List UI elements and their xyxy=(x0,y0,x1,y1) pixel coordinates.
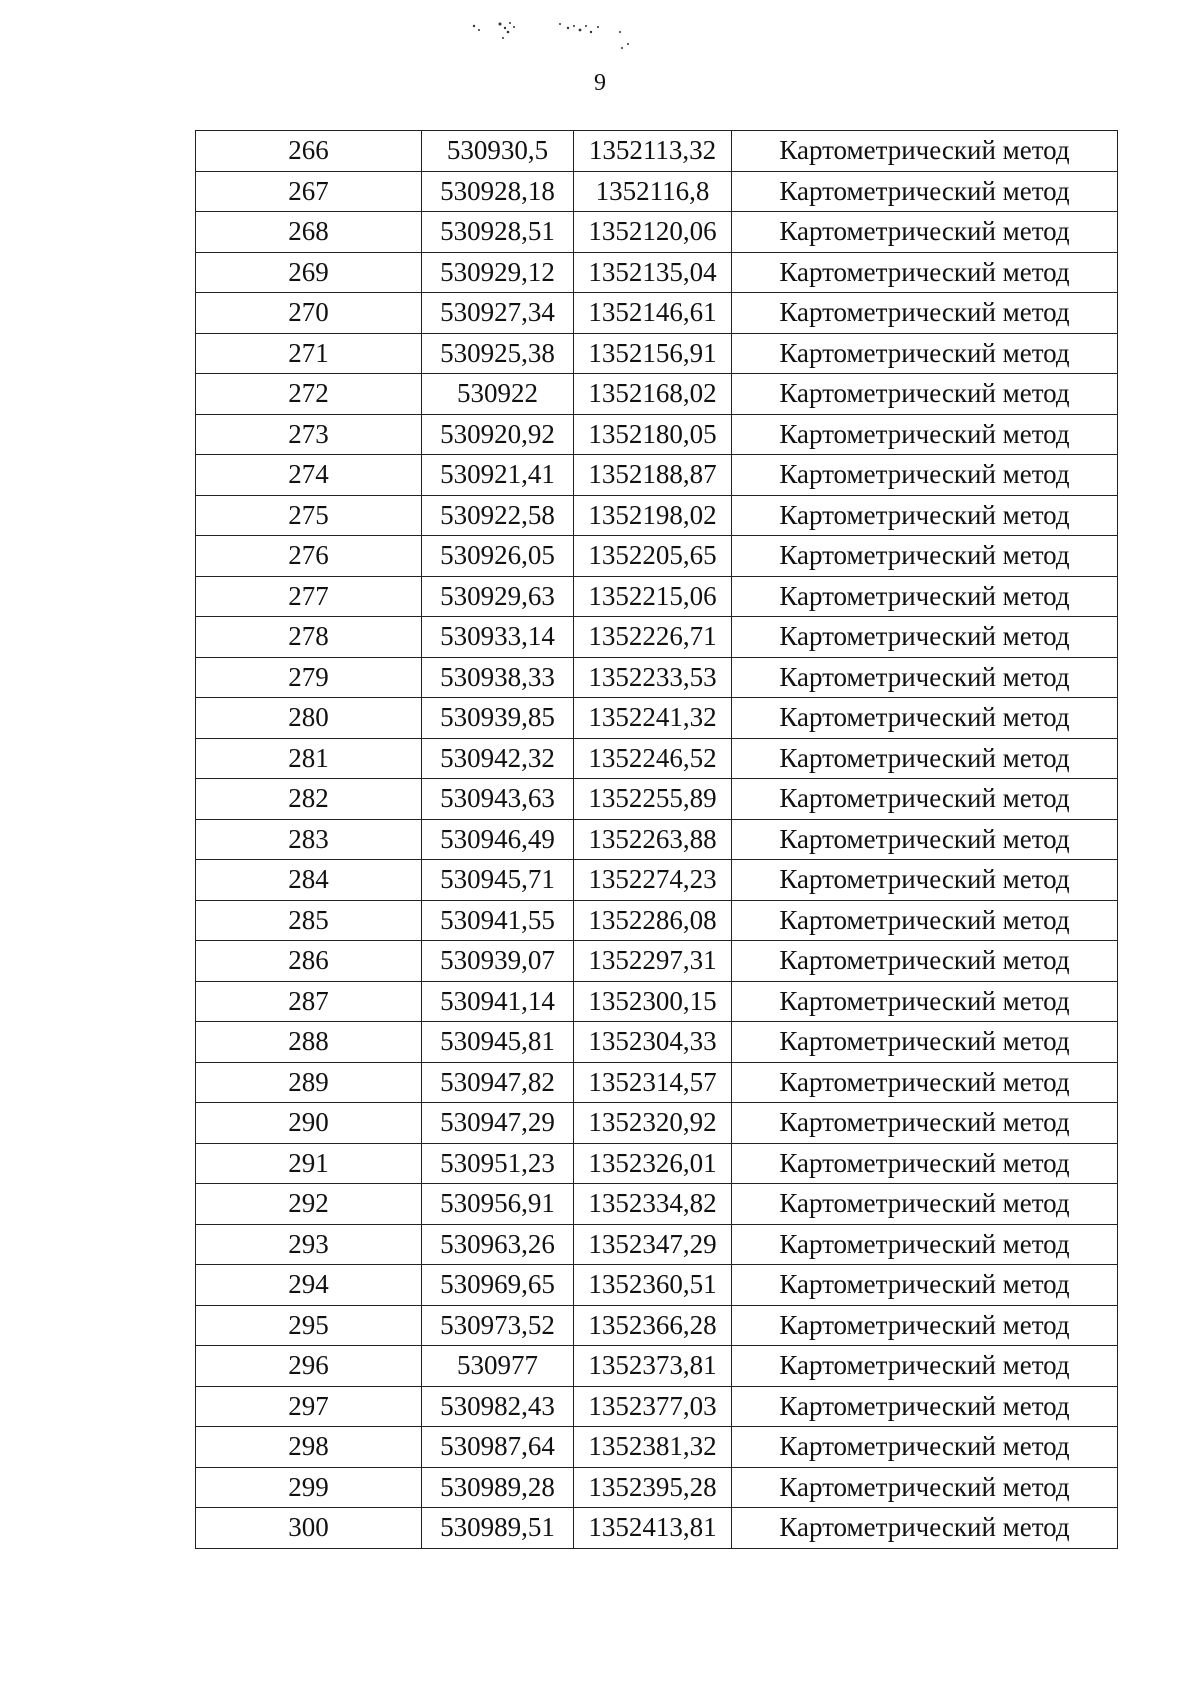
x-coordinate-cell: 530987,64 xyxy=(422,1427,574,1468)
y-coordinate-cell: 1352274,23 xyxy=(574,860,732,901)
y-coordinate-cell: 1352188,87 xyxy=(574,455,732,496)
method-cell: Картометрический метод xyxy=(732,1062,1118,1103)
y-coordinate-cell: 1352373,81 xyxy=(574,1346,732,1387)
method-cell: Картометрический метод xyxy=(732,455,1118,496)
point-number-cell: 269 xyxy=(196,252,422,293)
coordinates-table xyxy=(195,130,1118,1549)
x-coordinate-cell: 530947,82 xyxy=(422,1062,574,1103)
x-coordinate-cell: 530951,23 xyxy=(422,1143,574,1184)
table-row xyxy=(196,1265,1118,1306)
table-row xyxy=(196,212,1118,253)
point-number-cell: 296 xyxy=(196,1346,422,1387)
x-coordinate-cell: 530947,29 xyxy=(422,1103,574,1144)
y-coordinate-cell: 1352286,08 xyxy=(574,900,732,941)
point-number-cell: 289 xyxy=(196,1062,422,1103)
table-row xyxy=(196,657,1118,698)
table-row xyxy=(196,1305,1118,1346)
y-coordinate-cell: 1352314,57 xyxy=(574,1062,732,1103)
point-number-cell: 274 xyxy=(196,455,422,496)
y-coordinate-cell: 1352113,32 xyxy=(574,131,732,172)
point-number-cell: 291 xyxy=(196,1143,422,1184)
table-row xyxy=(196,1427,1118,1468)
point-number-cell: 281 xyxy=(196,738,422,779)
table-row xyxy=(196,1062,1118,1103)
y-coordinate-cell: 1352300,15 xyxy=(574,981,732,1022)
table-row xyxy=(196,252,1118,293)
y-coordinate-cell: 1352241,32 xyxy=(574,698,732,739)
method-cell: Картометрический метод xyxy=(732,738,1118,779)
table-row xyxy=(196,779,1118,820)
method-cell: Картометрический метод xyxy=(732,252,1118,293)
y-coordinate-cell: 1352146,61 xyxy=(574,293,732,334)
method-cell: Картометрический метод xyxy=(732,576,1118,617)
point-number-cell: 293 xyxy=(196,1224,422,1265)
y-coordinate-cell: 1352246,52 xyxy=(574,738,732,779)
y-coordinate-cell: 1352381,32 xyxy=(574,1427,732,1468)
y-coordinate-cell: 1352120,06 xyxy=(574,212,732,253)
x-coordinate-cell: 530946,49 xyxy=(422,819,574,860)
point-number-cell: 288 xyxy=(196,1022,422,1063)
x-coordinate-cell: 530920,92 xyxy=(422,414,574,455)
method-cell: Картометрический метод xyxy=(732,212,1118,253)
table-row xyxy=(196,1022,1118,1063)
table-row xyxy=(196,576,1118,617)
method-cell: Картометрический метод xyxy=(732,374,1118,415)
method-cell: Картометрический метод xyxy=(732,131,1118,172)
x-coordinate-cell: 530922 xyxy=(422,374,574,415)
x-coordinate-cell: 530930,5 xyxy=(422,131,574,172)
table-row xyxy=(196,536,1118,577)
x-coordinate-cell: 530941,55 xyxy=(422,900,574,941)
table-row xyxy=(196,1467,1118,1508)
table-row xyxy=(196,131,1118,172)
y-coordinate-cell: 1352263,88 xyxy=(574,819,732,860)
x-coordinate-cell: 530989,51 xyxy=(422,1508,574,1549)
y-coordinate-cell: 1352297,31 xyxy=(574,941,732,982)
x-coordinate-cell: 530941,14 xyxy=(422,981,574,1022)
point-number-cell: 287 xyxy=(196,981,422,1022)
table-row xyxy=(196,819,1118,860)
y-coordinate-cell: 1352156,91 xyxy=(574,333,732,374)
table-row xyxy=(196,1508,1118,1549)
scan-noise-marks xyxy=(470,14,730,54)
method-cell: Картометрический метод xyxy=(732,900,1118,941)
y-coordinate-cell: 1352135,04 xyxy=(574,252,732,293)
point-number-cell: 290 xyxy=(196,1103,422,1144)
table-body xyxy=(196,131,1118,1549)
x-coordinate-cell: 530939,85 xyxy=(422,698,574,739)
y-coordinate-cell: 1352347,29 xyxy=(574,1224,732,1265)
x-coordinate-cell: 530926,05 xyxy=(422,536,574,577)
y-coordinate-cell: 1352326,01 xyxy=(574,1143,732,1184)
point-number-cell: 282 xyxy=(196,779,422,820)
table-row xyxy=(196,333,1118,374)
x-coordinate-cell: 530982,43 xyxy=(422,1386,574,1427)
method-cell: Картометрический метод xyxy=(732,1346,1118,1387)
table-row xyxy=(196,981,1118,1022)
method-cell: Картометрический метод xyxy=(732,1386,1118,1427)
table-row xyxy=(196,1143,1118,1184)
method-cell: Картометрический метод xyxy=(732,617,1118,658)
method-cell: Картометрический метод xyxy=(732,333,1118,374)
point-number-cell: 284 xyxy=(196,860,422,901)
y-coordinate-cell: 1352360,51 xyxy=(574,1265,732,1306)
x-coordinate-cell: 530929,12 xyxy=(422,252,574,293)
page-number: 9 xyxy=(594,70,606,96)
point-number-cell: 277 xyxy=(196,576,422,617)
method-cell: Картометрический метод xyxy=(732,1143,1118,1184)
point-number-cell: 278 xyxy=(196,617,422,658)
x-coordinate-cell: 530922,58 xyxy=(422,495,574,536)
x-coordinate-cell: 530945,71 xyxy=(422,860,574,901)
point-number-cell: 279 xyxy=(196,657,422,698)
x-coordinate-cell: 530956,91 xyxy=(422,1184,574,1225)
x-coordinate-cell: 530945,81 xyxy=(422,1022,574,1063)
point-number-cell: 283 xyxy=(196,819,422,860)
table-row xyxy=(196,941,1118,982)
method-cell: Картометрический метод xyxy=(732,1305,1118,1346)
point-number-cell: 267 xyxy=(196,171,422,212)
point-number-cell: 300 xyxy=(196,1508,422,1549)
table-row xyxy=(196,617,1118,658)
method-cell: Картометрический метод xyxy=(732,495,1118,536)
x-coordinate-cell: 530925,38 xyxy=(422,333,574,374)
table-row xyxy=(196,293,1118,334)
point-number-cell: 273 xyxy=(196,414,422,455)
point-number-cell: 294 xyxy=(196,1265,422,1306)
method-cell: Картометрический метод xyxy=(732,1184,1118,1225)
method-cell: Картометрический метод xyxy=(732,1224,1118,1265)
y-coordinate-cell: 1352198,02 xyxy=(574,495,732,536)
point-number-cell: 280 xyxy=(196,698,422,739)
method-cell: Картометрический метод xyxy=(732,1467,1118,1508)
y-coordinate-cell: 1352320,92 xyxy=(574,1103,732,1144)
method-cell: Картометрический метод xyxy=(732,293,1118,334)
x-coordinate-cell: 530929,63 xyxy=(422,576,574,617)
point-number-cell: 298 xyxy=(196,1427,422,1468)
method-cell: Картометрический метод xyxy=(732,1265,1118,1306)
point-number-cell: 268 xyxy=(196,212,422,253)
point-number-cell: 297 xyxy=(196,1386,422,1427)
table-row xyxy=(196,414,1118,455)
point-number-cell: 295 xyxy=(196,1305,422,1346)
y-coordinate-cell: 1352205,65 xyxy=(574,536,732,577)
y-coordinate-cell: 1352255,89 xyxy=(574,779,732,820)
x-coordinate-cell: 530973,52 xyxy=(422,1305,574,1346)
method-cell: Картометрический метод xyxy=(732,819,1118,860)
table-row xyxy=(196,1346,1118,1387)
table-row xyxy=(196,900,1118,941)
method-cell: Картометрический метод xyxy=(732,981,1118,1022)
y-coordinate-cell: 1352168,02 xyxy=(574,374,732,415)
method-cell: Картометрический метод xyxy=(732,171,1118,212)
y-coordinate-cell: 1352395,28 xyxy=(574,1467,732,1508)
y-coordinate-cell: 1352304,33 xyxy=(574,1022,732,1063)
y-coordinate-cell: 1352226,71 xyxy=(574,617,732,658)
table-row xyxy=(196,1103,1118,1144)
table-row xyxy=(196,171,1118,212)
x-coordinate-cell: 530933,14 xyxy=(422,617,574,658)
x-coordinate-cell: 530938,33 xyxy=(422,657,574,698)
point-number-cell: 271 xyxy=(196,333,422,374)
x-coordinate-cell: 530942,32 xyxy=(422,738,574,779)
point-number-cell: 285 xyxy=(196,900,422,941)
table-row xyxy=(196,1184,1118,1225)
point-number-cell: 299 xyxy=(196,1467,422,1508)
point-number-cell: 292 xyxy=(196,1184,422,1225)
x-coordinate-cell: 530969,65 xyxy=(422,1265,574,1306)
x-coordinate-cell: 530943,63 xyxy=(422,779,574,820)
table-row xyxy=(196,455,1118,496)
method-cell: Картометрический метод xyxy=(732,698,1118,739)
y-coordinate-cell: 1352334,82 xyxy=(574,1184,732,1225)
x-coordinate-cell: 530977 xyxy=(422,1346,574,1387)
point-number-cell: 276 xyxy=(196,536,422,577)
method-cell: Картометрический метод xyxy=(732,1427,1118,1468)
method-cell: Картометрический метод xyxy=(732,1022,1118,1063)
method-cell: Картометрический метод xyxy=(732,941,1118,982)
y-coordinate-cell: 1352180,05 xyxy=(574,414,732,455)
method-cell: Картометрический метод xyxy=(732,860,1118,901)
method-cell: Картометрический метод xyxy=(732,779,1118,820)
point-number-cell: 270 xyxy=(196,293,422,334)
y-coordinate-cell: 1352215,06 xyxy=(574,576,732,617)
method-cell: Картометрический метод xyxy=(732,1103,1118,1144)
x-coordinate-cell: 530927,34 xyxy=(422,293,574,334)
table-row xyxy=(196,1224,1118,1265)
table-row xyxy=(196,1386,1118,1427)
y-coordinate-cell: 1352413,81 xyxy=(574,1508,732,1549)
x-coordinate-cell: 530939,07 xyxy=(422,941,574,982)
x-coordinate-cell: 530928,51 xyxy=(422,212,574,253)
table-row xyxy=(196,860,1118,901)
point-number-cell: 286 xyxy=(196,941,422,982)
y-coordinate-cell: 1352233,53 xyxy=(574,657,732,698)
y-coordinate-cell: 1352377,03 xyxy=(574,1386,732,1427)
table-row xyxy=(196,374,1118,415)
table-row xyxy=(196,698,1118,739)
method-cell: Картометрический метод xyxy=(732,657,1118,698)
method-cell: Картометрический метод xyxy=(732,536,1118,577)
x-coordinate-cell: 530989,28 xyxy=(422,1467,574,1508)
point-number-cell: 266 xyxy=(196,131,422,172)
x-coordinate-cell: 530928,18 xyxy=(422,171,574,212)
point-number-cell: 272 xyxy=(196,374,422,415)
table-row xyxy=(196,738,1118,779)
table-row xyxy=(196,495,1118,536)
x-coordinate-cell: 530963,26 xyxy=(422,1224,574,1265)
y-coordinate-cell: 1352366,28 xyxy=(574,1305,732,1346)
point-number-cell: 275 xyxy=(196,495,422,536)
method-cell: Картометрический метод xyxy=(732,1508,1118,1549)
y-coordinate-cell: 1352116,8 xyxy=(574,171,732,212)
method-cell: Картометрический метод xyxy=(732,414,1118,455)
x-coordinate-cell: 530921,41 xyxy=(422,455,574,496)
